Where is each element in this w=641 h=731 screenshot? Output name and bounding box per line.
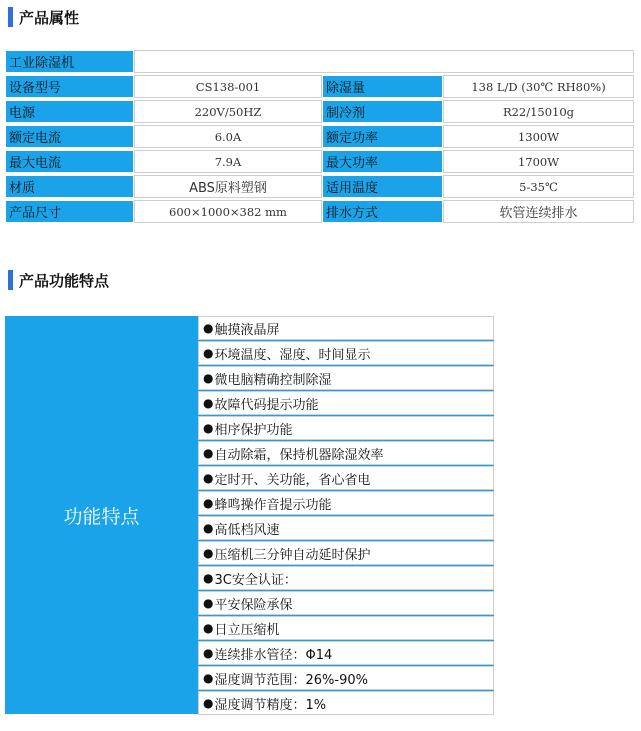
property-value: 1700W bbox=[443, 150, 634, 173]
bullet-icon: ● bbox=[203, 421, 214, 435]
bullet-icon: ● bbox=[203, 646, 214, 660]
table-row bbox=[5, 149, 634, 174]
list-item bbox=[198, 691, 494, 715]
feature-text: 湿度调节范围：26%-90% bbox=[214, 672, 368, 688]
property-label: 产品尺寸 bbox=[5, 200, 134, 223]
list-item bbox=[198, 641, 494, 665]
list-item bbox=[198, 516, 494, 540]
property-value: 220V/50HZ bbox=[134, 100, 322, 123]
property-value: 7.9A bbox=[134, 150, 322, 173]
features-heading-cell: 功能特点 bbox=[5, 316, 198, 714]
feature-text: 环境温度、湿度、时间显示 bbox=[214, 347, 371, 363]
features-title-text: 产品功能特点 bbox=[19, 271, 110, 290]
property-label: 适用温度 bbox=[322, 175, 443, 198]
list-item bbox=[198, 566, 494, 590]
feature-text: 蜂鸣操作音提示功能 bbox=[214, 497, 332, 513]
property-label: 设备型号 bbox=[5, 75, 134, 98]
table-row bbox=[5, 74, 634, 99]
list-item bbox=[198, 416, 494, 440]
bullet-icon: ● bbox=[203, 471, 214, 485]
product-name-label: 工业除湿机 bbox=[5, 50, 134, 73]
table-row bbox=[5, 174, 634, 199]
property-label: 额定功率 bbox=[322, 125, 443, 148]
property-label: 制冷剂 bbox=[322, 100, 443, 123]
bullet-icon: ● bbox=[203, 571, 214, 585]
bullet-icon: ● bbox=[203, 396, 214, 410]
property-label: 除湿量 bbox=[322, 75, 443, 98]
feature-text: 相序保护功能 bbox=[214, 422, 293, 438]
feature-text: 自动除霜，保持机器除湿效率 bbox=[214, 447, 384, 463]
feature-text: 压缩机三分钟自动延时保护 bbox=[214, 547, 371, 563]
list-item bbox=[198, 466, 494, 490]
list-item bbox=[198, 341, 494, 365]
table-row bbox=[5, 199, 634, 224]
property-value: CS138-001 bbox=[134, 75, 322, 98]
list-item bbox=[198, 491, 494, 515]
property-label: 排水方式 bbox=[322, 200, 443, 223]
list-item bbox=[198, 441, 494, 465]
property-value: 5-35℃ bbox=[443, 175, 634, 198]
feature-text: 触摸液晶屏 bbox=[214, 322, 280, 338]
bullet-icon: ● bbox=[203, 671, 214, 685]
bullet-icon: ● bbox=[203, 521, 214, 535]
property-label: 电源 bbox=[5, 100, 134, 123]
table-row-header bbox=[5, 49, 634, 74]
bullet-icon: ● bbox=[203, 496, 214, 510]
property-value: 软管连续排水 bbox=[443, 200, 634, 223]
feature-text: 3C安全认证： bbox=[214, 572, 297, 588]
property-label: 额定电流 bbox=[5, 125, 134, 148]
property-value: 138 L/D (30℃ RH80%) bbox=[443, 75, 634, 98]
property-value: 1300W bbox=[443, 125, 634, 148]
feature-text: 故障代码提示功能 bbox=[214, 397, 319, 413]
property-value: 600×1000×382 mm bbox=[134, 200, 322, 223]
property-label: 最大电流 bbox=[5, 150, 134, 173]
feature-text: 日立压缩机 bbox=[214, 622, 280, 638]
property-label: 材质 bbox=[5, 175, 134, 198]
property-value: ABS原料塑钢 bbox=[134, 175, 322, 198]
bullet-icon: ● bbox=[203, 621, 214, 635]
bullet-icon: ● bbox=[203, 596, 214, 610]
title-accent-bar bbox=[8, 270, 13, 290]
feature-text: 微电脑精确控制除湿 bbox=[214, 372, 332, 388]
list-item bbox=[198, 391, 494, 415]
list-item bbox=[198, 366, 494, 390]
bullet-icon: ● bbox=[203, 371, 214, 385]
bullet-icon: ● bbox=[203, 321, 214, 335]
list-item bbox=[198, 666, 494, 690]
bullet-icon: ● bbox=[203, 546, 214, 560]
bullet-icon: ● bbox=[203, 346, 214, 360]
feature-text: 湿度调节精度：1% bbox=[214, 697, 327, 713]
title-accent-bar bbox=[8, 7, 13, 27]
property-value: 6.0A bbox=[134, 125, 322, 148]
bullet-icon: ● bbox=[203, 696, 214, 710]
feature-text: 高低档风速 bbox=[214, 522, 280, 538]
list-item bbox=[198, 616, 494, 640]
bullet-icon: ● bbox=[203, 446, 214, 460]
feature-text: 平安保险承保 bbox=[214, 597, 293, 613]
list-item bbox=[198, 316, 494, 340]
property-value: R22/15010g bbox=[443, 100, 634, 123]
property-label: 最大功率 bbox=[322, 150, 443, 173]
properties-section-title bbox=[8, 7, 79, 27]
properties-title-text: 产品属性 bbox=[19, 8, 80, 27]
feature-text: 定时开、关功能，省心省电 bbox=[214, 472, 371, 488]
feature-text: 连续排水管径：Φ14 bbox=[214, 647, 333, 663]
features-section-title bbox=[8, 270, 109, 290]
list-item bbox=[198, 591, 494, 615]
product-name-empty-cell bbox=[134, 50, 634, 73]
list-item bbox=[198, 541, 494, 565]
table-row bbox=[5, 124, 634, 149]
table-row bbox=[5, 99, 634, 124]
